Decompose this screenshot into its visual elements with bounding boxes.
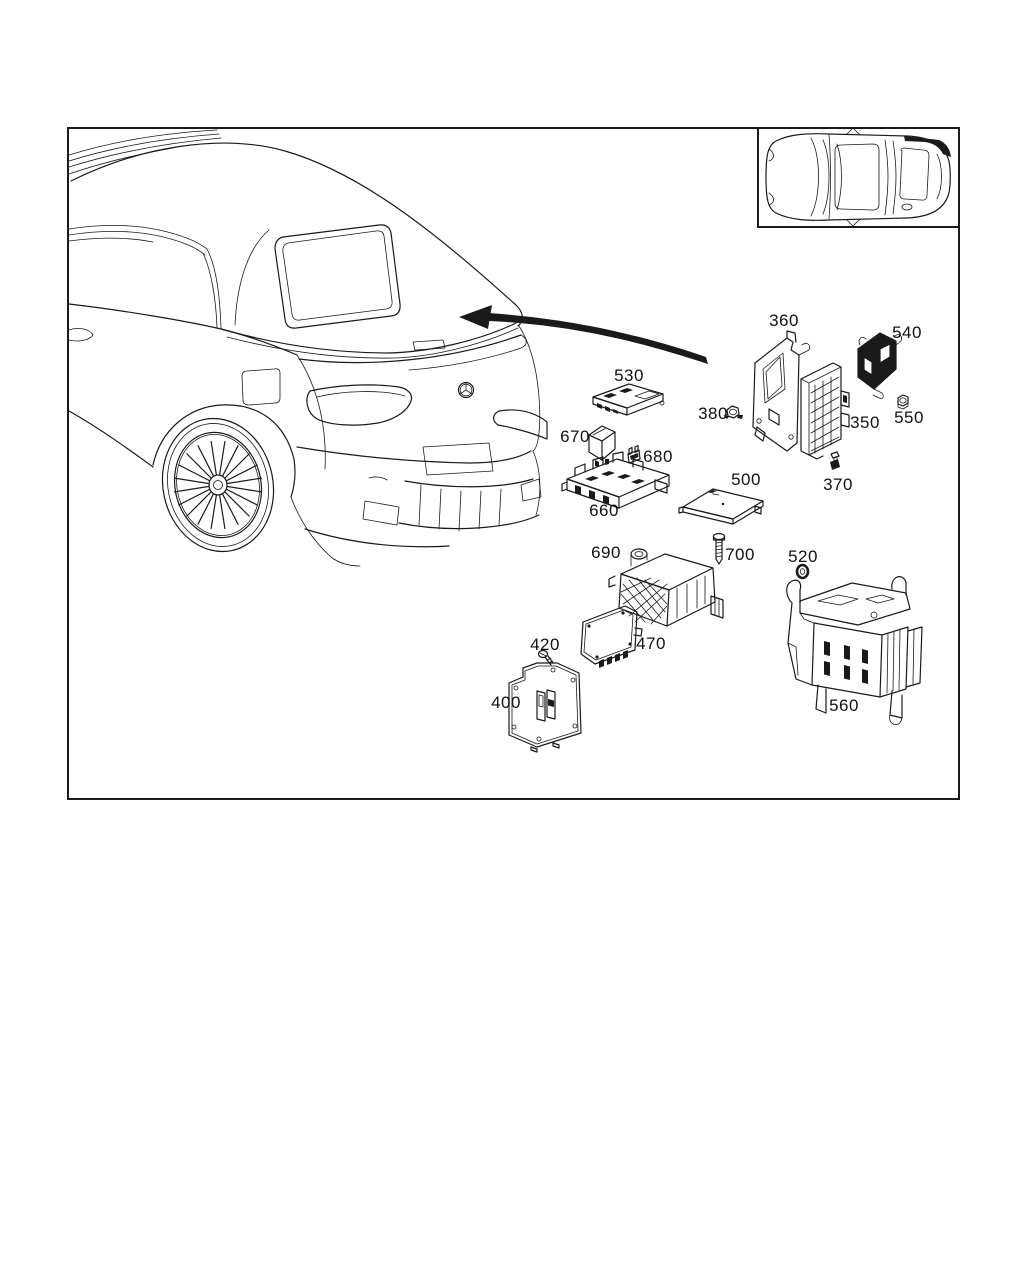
part-label-350: 350 <box>850 413 880 432</box>
part-label-520: 520 <box>788 547 818 566</box>
part-label-530: 530 <box>614 366 644 385</box>
part-label-500: 500 <box>731 470 761 489</box>
part-label-680: 680 <box>643 447 673 466</box>
part-label-360: 360 <box>769 311 799 330</box>
part-drawing-350 <box>793 351 851 463</box>
callout-arrow-icon <box>454 301 714 371</box>
car-top-view-icon <box>759 129 958 226</box>
part-label-540: 540 <box>892 323 922 342</box>
part-drawing-370 <box>826 450 844 473</box>
part-label-670: 670 <box>560 427 590 446</box>
part-label-560: 560 <box>829 696 859 715</box>
part-label-470: 470 <box>636 634 666 653</box>
vehicle-locator-thumbnail <box>757 129 958 228</box>
part-label-550: 550 <box>894 408 924 427</box>
part-label-660: 660 <box>589 501 619 520</box>
part-label-690: 690 <box>591 543 621 562</box>
part-label-420: 420 <box>530 635 560 654</box>
part-label-400: 400 <box>491 693 521 712</box>
part-label-380: 380 <box>698 404 728 423</box>
part-drawing-530 <box>583 381 673 423</box>
part-label-700: 700 <box>725 545 755 564</box>
part-label-370: 370 <box>823 475 853 494</box>
parts-diagram-frame <box>67 127 960 800</box>
